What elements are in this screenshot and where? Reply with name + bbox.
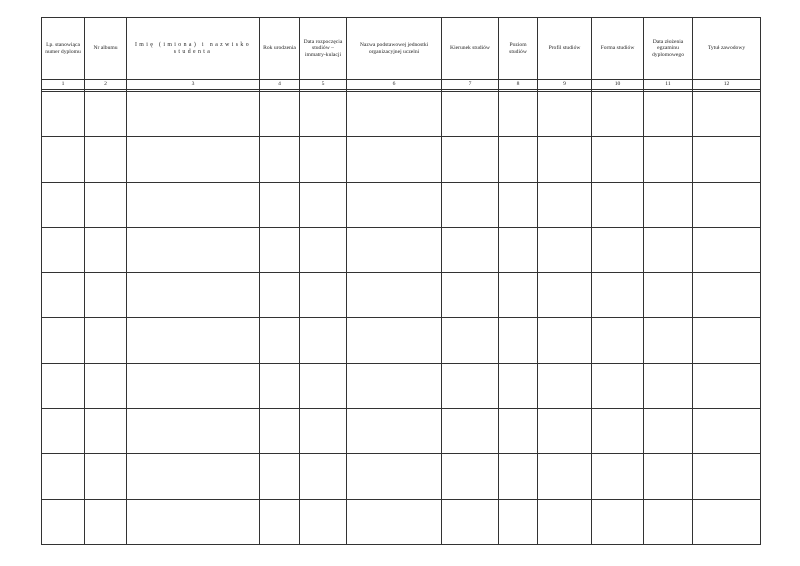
entry-cell[interactable] [499,499,538,544]
entry-cell[interactable] [127,137,260,182]
entry-cell[interactable] [592,318,644,363]
entry-cell[interactable] [300,454,347,499]
table-row [42,318,761,363]
table-row [42,363,761,408]
entry-cell[interactable] [42,182,85,227]
entry-cell[interactable] [260,227,300,272]
entry-cell[interactable] [538,182,592,227]
column-header-start-date: Data rozpoczęcia studiów – immatry-kulacji [300,18,347,80]
column-header-title: Tytuł zawodowy [693,18,761,80]
entry-cell[interactable] [42,409,85,454]
column-number-row [42,80,761,90]
entry-cell[interactable] [347,182,442,227]
entry-cell[interactable] [42,454,85,499]
entry-cell[interactable] [260,318,300,363]
entry-cell[interactable] [499,409,538,454]
entry-cell[interactable] [499,318,538,363]
header-row [42,18,761,80]
entry-cell[interactable] [538,499,592,544]
entry-cell[interactable] [260,182,300,227]
table-row [42,454,761,499]
entry-cell[interactable] [538,137,592,182]
entry-cell[interactable] [499,92,538,137]
entry-cell[interactable] [127,182,260,227]
entry-cell[interactable] [644,227,693,272]
column-header-level: Poziom studiów [499,18,538,80]
entry-cell[interactable] [260,499,300,544]
entry-cell[interactable] [538,227,592,272]
entry-cell[interactable] [538,92,592,137]
entry-cell[interactable] [85,92,127,137]
entry-cell[interactable] [347,499,442,544]
entry-cell[interactable] [347,318,442,363]
entry-cell[interactable] [85,363,127,408]
entry-cell[interactable] [499,273,538,318]
entry-cell[interactable] [592,273,644,318]
entry-cell[interactable] [127,454,260,499]
entry-cell[interactable] [85,227,127,272]
entry-cell[interactable] [442,137,499,182]
entry-cell[interactable] [347,363,442,408]
entry-cell[interactable] [442,318,499,363]
column-number: 8 [499,80,538,90]
entry-cell[interactable] [592,499,644,544]
column-number: 1 [42,80,85,90]
column-header-name: Imię (imiona) i nazwisko studenta [127,18,260,80]
entry-cell[interactable] [127,273,260,318]
entry-cell[interactable] [85,182,127,227]
entry-cell[interactable] [85,137,127,182]
column-number: 6 [347,80,442,90]
table-row [42,182,761,227]
entry-cell[interactable] [300,227,347,272]
entry-cell[interactable] [347,137,442,182]
entry-cell[interactable] [260,92,300,137]
entry-cell[interactable] [442,182,499,227]
entry-cell[interactable] [300,318,347,363]
table-row [42,409,761,454]
entry-cell[interactable] [300,363,347,408]
entry-cell[interactable] [42,273,85,318]
table-row [42,273,761,318]
entry-cell[interactable] [260,363,300,408]
entry-cell[interactable] [42,318,85,363]
column-header-birth-year: Rok urodzenia [260,18,300,80]
entry-cell[interactable] [644,409,693,454]
entry-cell[interactable] [538,318,592,363]
entry-cell[interactable] [644,318,693,363]
entry-cell[interactable] [42,363,85,408]
column-header-profile: Profil studiów [538,18,592,80]
column-header-lp: Lp. stanowiąca numer dyplomu [42,18,85,80]
entry-cell[interactable] [85,318,127,363]
entry-cell[interactable] [347,227,442,272]
column-number: 4 [260,80,300,90]
entry-cell[interactable] [260,454,300,499]
entry-cell[interactable] [693,409,761,454]
column-number: 2 [85,80,127,90]
column-header-exam-date: Data złożenia egzaminu dyplomowego [644,18,693,80]
entry-cell[interactable] [127,227,260,272]
entry-cell[interactable] [644,499,693,544]
entry-cell[interactable] [300,273,347,318]
entry-cell[interactable] [85,409,127,454]
entry-cell[interactable] [592,227,644,272]
column-header-field: Kierunek studiów [442,18,499,80]
entry-cell[interactable] [592,363,644,408]
entry-cell[interactable] [693,92,761,137]
entry-cell[interactable] [644,137,693,182]
entry-cell[interactable] [260,409,300,454]
column-number: 11 [644,80,693,90]
entry-cell[interactable] [644,182,693,227]
entry-cell[interactable] [592,182,644,227]
entry-cell[interactable] [127,363,260,408]
entry-cell[interactable] [347,273,442,318]
entry-cell[interactable] [442,363,499,408]
entry-cell[interactable] [85,454,127,499]
entry-cell[interactable] [693,318,761,363]
entry-cell[interactable] [693,137,761,182]
entry-cell[interactable] [347,409,442,454]
column-number: 12 [693,80,761,90]
entry-cell[interactable] [499,227,538,272]
entry-cell[interactable] [300,137,347,182]
table-row [42,137,761,182]
column-header-unit: Nazwa podstawowej jednostki organizacyjnej uczelni [347,18,442,80]
entry-cell[interactable] [260,137,300,182]
entry-cell[interactable] [592,137,644,182]
entry-cell[interactable] [693,227,761,272]
entry-cell[interactable] [693,182,761,227]
entry-cell[interactable] [442,454,499,499]
entry-cell[interactable] [442,227,499,272]
diploma-register-form [41,17,760,544]
entry-cell[interactable] [499,182,538,227]
register-table [41,17,761,545]
table-row [42,92,761,137]
entry-cell[interactable] [85,499,127,544]
entry-cell[interactable] [538,409,592,454]
entry-cell[interactable] [644,363,693,408]
entry-cell[interactable] [592,92,644,137]
column-number: 3 [127,80,260,90]
entry-cell[interactable] [300,409,347,454]
entry-cell[interactable] [127,409,260,454]
entry-cell[interactable] [693,363,761,408]
entry-cell[interactable] [592,409,644,454]
column-number: 9 [538,80,592,90]
entry-cell[interactable] [442,499,499,544]
column-header-form: Forma studiów [592,18,644,80]
column-number: 5 [300,80,347,90]
entry-cell[interactable] [693,273,761,318]
entry-cell[interactable] [300,499,347,544]
entry-cell[interactable] [300,182,347,227]
entry-cell[interactable] [42,92,85,137]
entry-cell[interactable] [538,273,592,318]
entry-cell[interactable] [260,273,300,318]
entry-cell[interactable] [592,454,644,499]
register-body [42,90,761,545]
entry-cell[interactable] [347,454,442,499]
entry-cell[interactable] [693,454,761,499]
entry-cell[interactable] [538,454,592,499]
column-number: 10 [592,80,644,90]
entry-cell[interactable] [42,137,85,182]
entry-cell[interactable] [693,499,761,544]
entry-cell[interactable] [538,363,592,408]
column-header-album: Nr albumu [85,18,127,80]
entry-cell[interactable] [499,363,538,408]
entry-cell[interactable] [499,137,538,182]
entry-cell[interactable] [442,273,499,318]
table-row [42,499,761,544]
entry-cell[interactable] [127,499,260,544]
column-number: 7 [442,80,499,90]
entry-cell[interactable] [127,318,260,363]
entry-cell[interactable] [499,454,538,499]
table-row [42,227,761,272]
entry-cell[interactable] [442,92,499,137]
entry-cell[interactable] [644,454,693,499]
entry-cell[interactable] [347,92,442,137]
entry-cell[interactable] [42,499,85,544]
entry-cell[interactable] [300,92,347,137]
entry-cell[interactable] [42,227,85,272]
entry-cell[interactable] [442,409,499,454]
entry-cell[interactable] [644,92,693,137]
entry-cell[interactable] [127,92,260,137]
entry-cell[interactable] [85,273,127,318]
entry-cell[interactable] [644,273,693,318]
